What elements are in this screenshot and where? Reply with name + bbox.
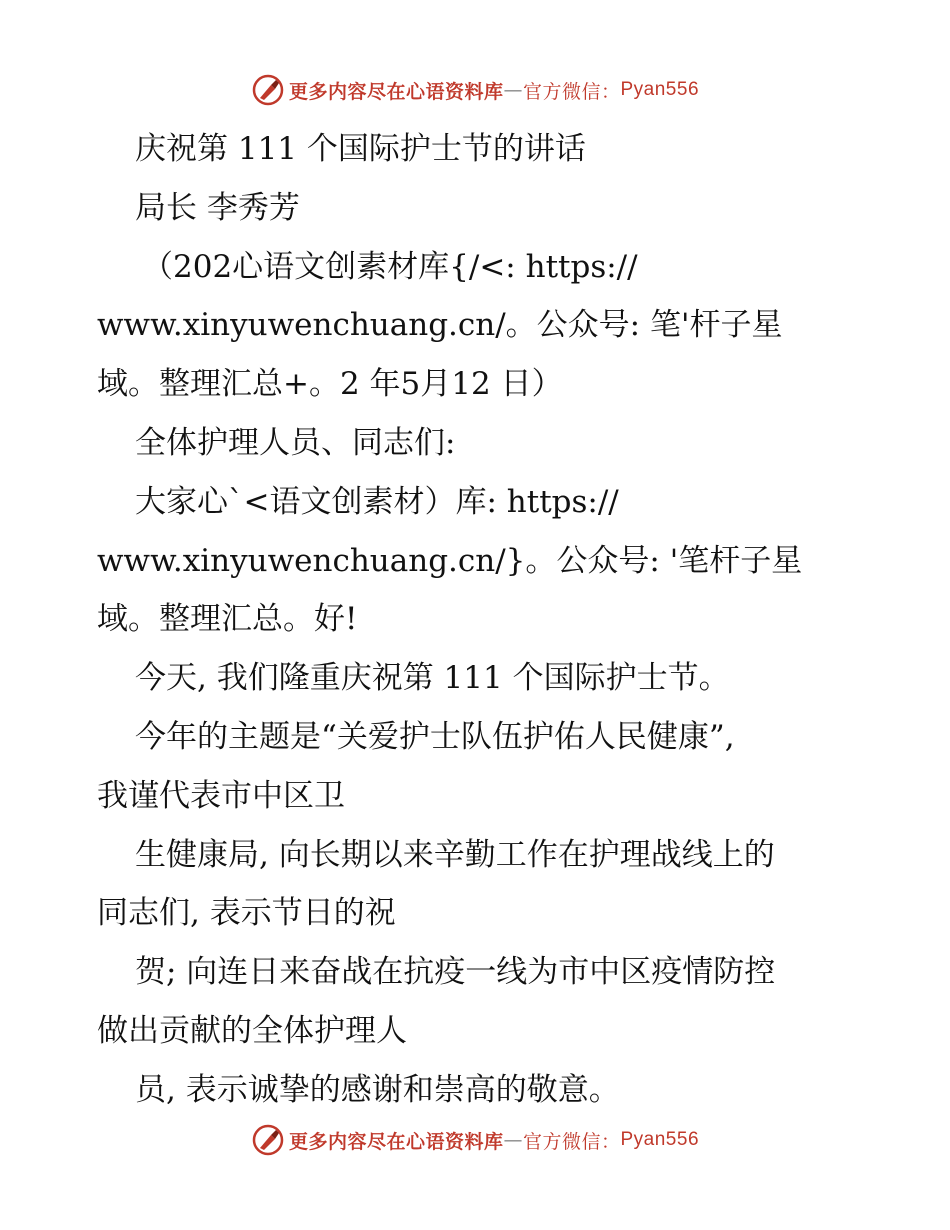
banner-main-text: 更多内容尽在心语资料库 — [288, 80, 504, 103]
paragraph-line: 我谨代表市中区卫 — [97, 777, 345, 814]
paragraph-line: 域。整理汇总+。2 年5月12 日） — [97, 366, 563, 403]
paragraph-line: 员, 表示诚挚的感谢和崇高的敬意。 — [135, 1071, 620, 1108]
paragraph-line: 大家心`<语文创素材）库: https:// — [135, 483, 619, 520]
paragraph-line: 做出贡献的全体护理人 — [97, 1012, 407, 1049]
banner-official-label: 官方微信： — [522, 1130, 621, 1153]
banner-official-label: 官方微信： — [522, 80, 621, 103]
banner-separator: — — [503, 79, 523, 101]
document-body — [97, 120, 867, 1120]
paragraph-line: （202心语文创素材库{/<: https:// — [142, 248, 638, 285]
banner-wechat-id: Pyan556 — [620, 1129, 700, 1150]
paragraph-line: www.xinyuwenchuang.cn/}。公众号: '笔杆子星 — [97, 542, 803, 579]
banner-main-text: 更多内容尽在心语资料库 — [288, 1130, 504, 1153]
paragraph-line: 贺; 向连日来奋战在抗疫一线为市中区疫情防控 — [135, 954, 776, 991]
banner-wechat-id: Pyan556 — [620, 79, 700, 100]
pen-nib-logo-icon — [251, 1123, 285, 1157]
paragraph-line: 生健康局, 向长期以来辛勤工作在护理战线上的 — [135, 836, 775, 873]
paragraph-line: 今天, 我们隆重庆祝第 111 个国际护士节。 — [135, 660, 730, 697]
pen-nib-logo-icon — [251, 73, 285, 107]
banner-separator: — — [503, 1129, 523, 1151]
paragraph-line: www.xinyuwenchuang.cn/。公众号: 笔'杆子星 — [97, 307, 783, 344]
paragraph-line: 今年的主题是“关爱护士队伍护佑人民健康”, — [135, 718, 735, 755]
salutation-line: 全体护理人员、同志们: — [135, 424, 456, 461]
document-title: 庆祝第 111 个国际护士节的讲话 — [135, 131, 586, 167]
footer-banner — [0, 1120, 950, 1160]
author-line: 局长 李秀芳 — [135, 189, 300, 226]
paragraph-line: 同志们, 表示节日的祝 — [97, 895, 396, 932]
header-banner — [0, 70, 950, 110]
paragraph-line: 域。整理汇总。好! — [97, 601, 358, 638]
